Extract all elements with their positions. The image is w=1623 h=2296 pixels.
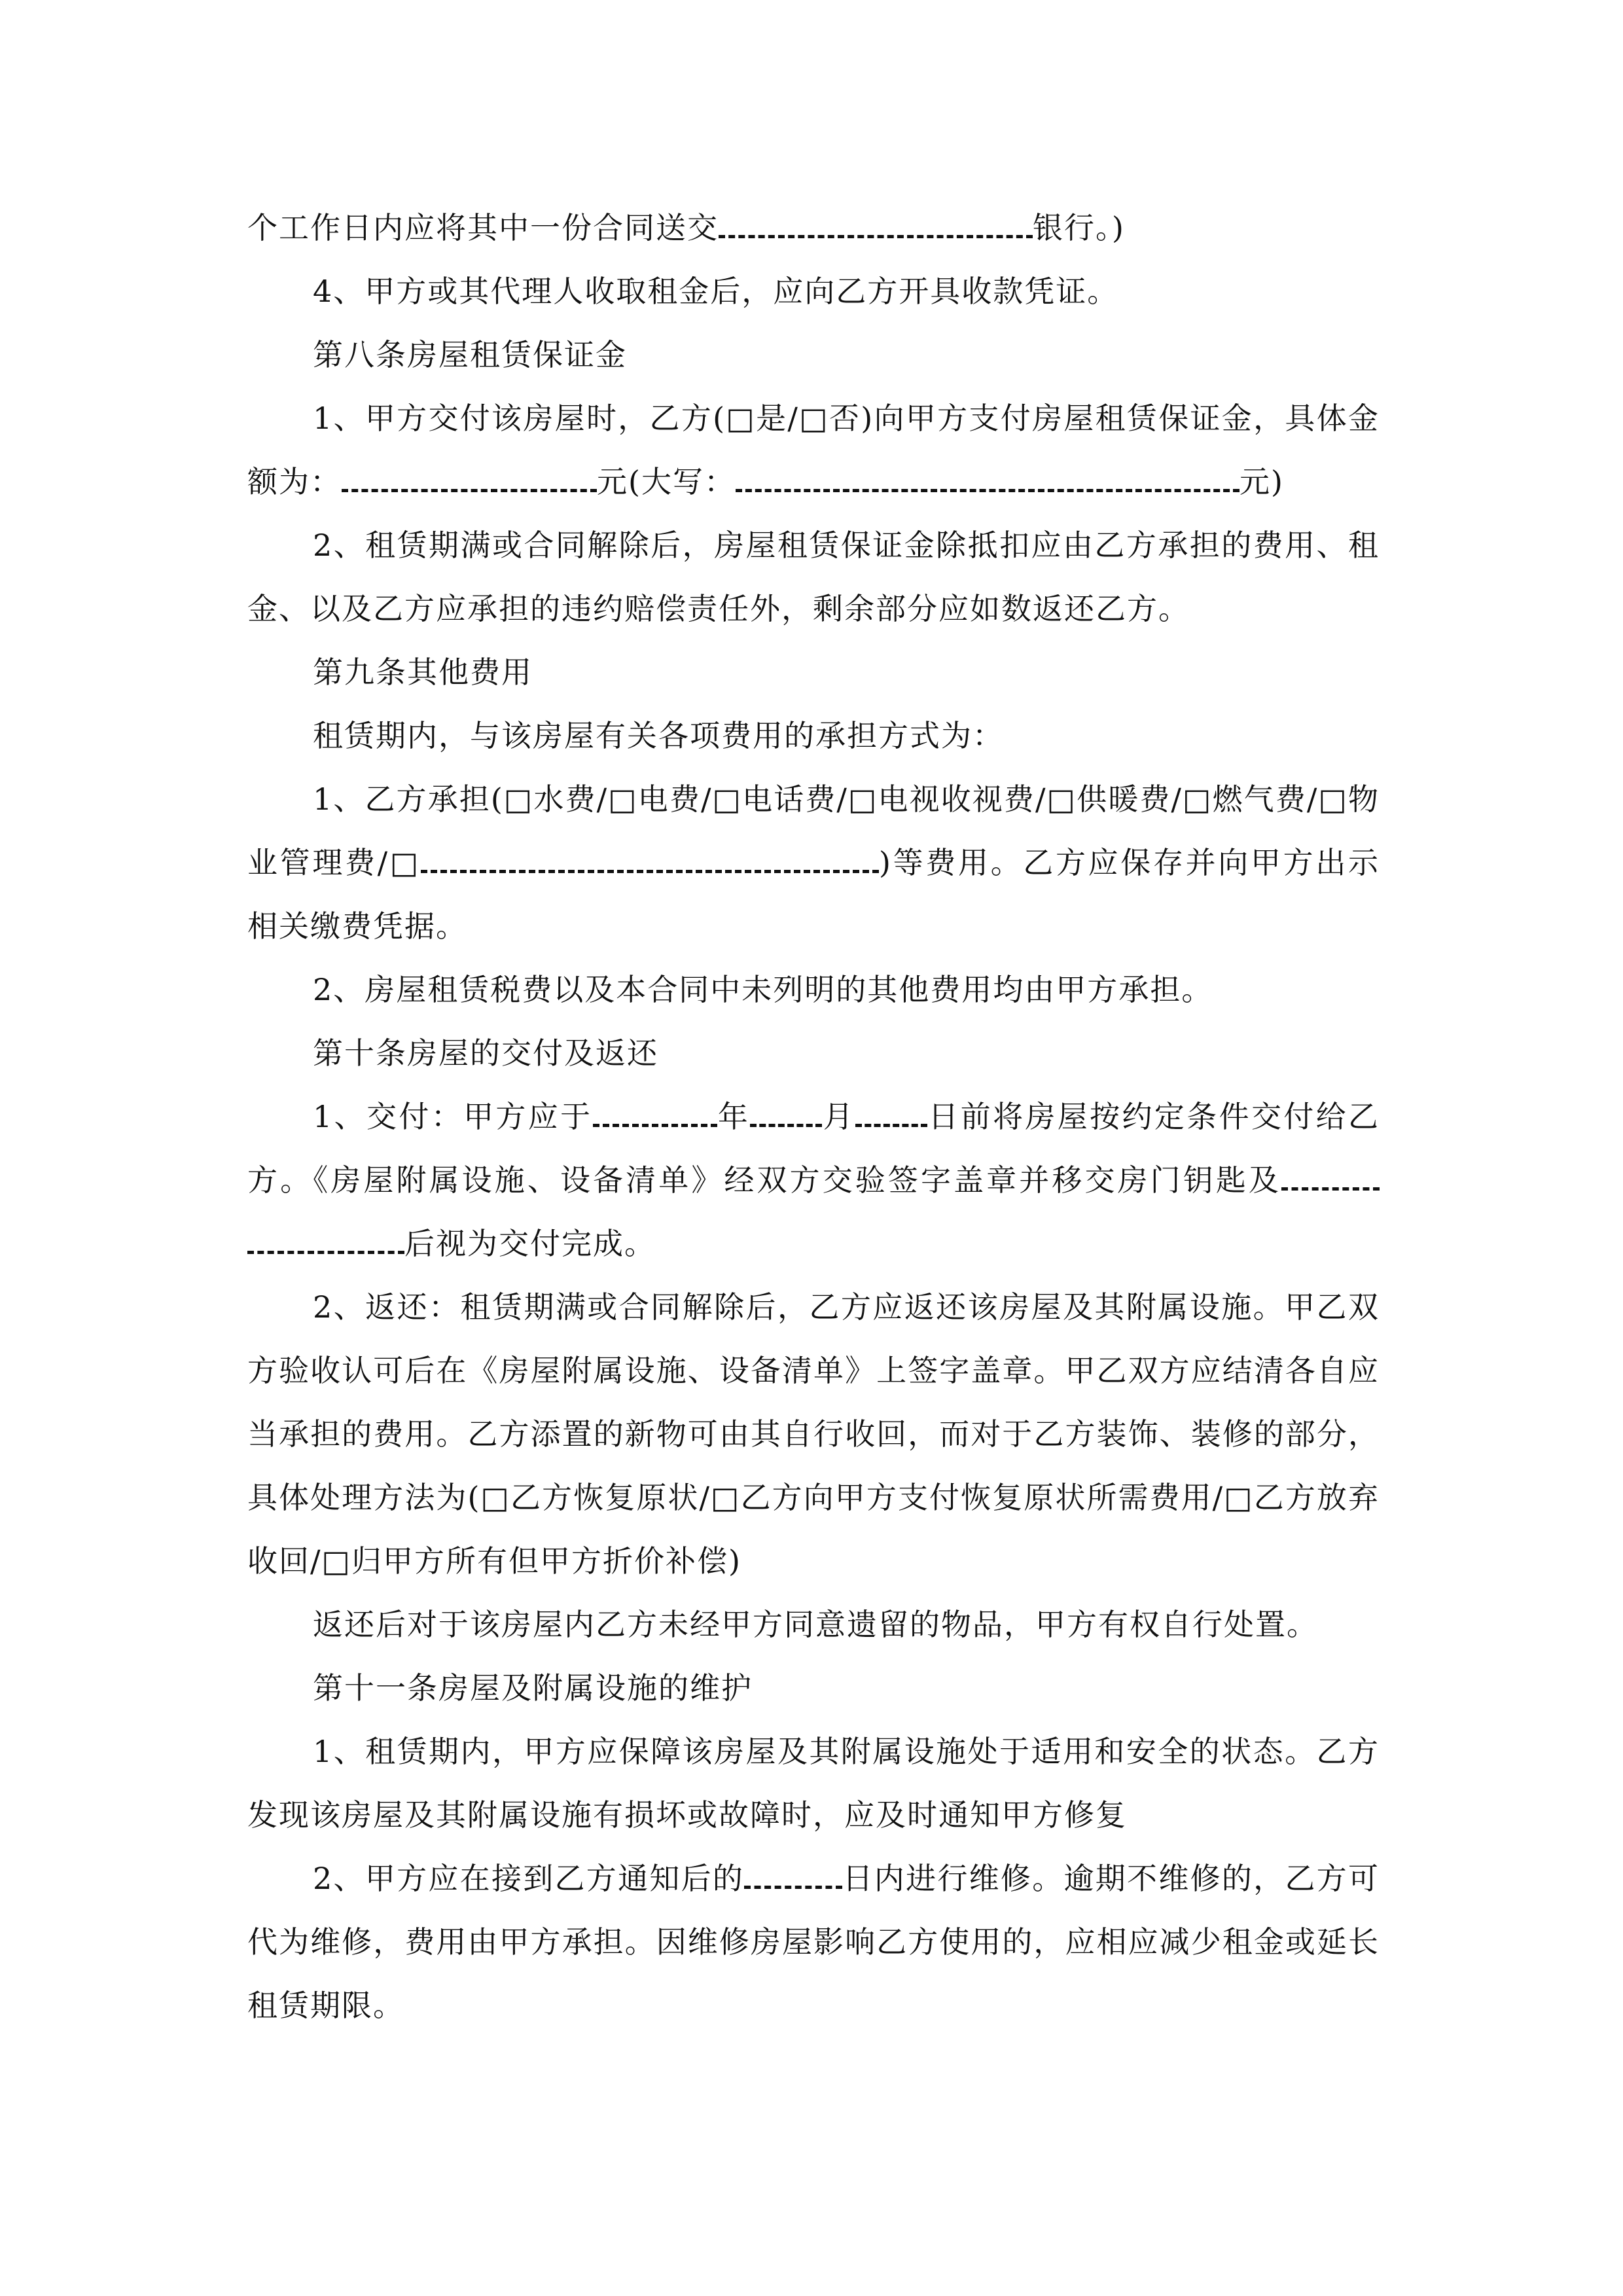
- paragraph-deposit-refund: 2、租赁期满或合同解除后，房屋租赁保证金除抵扣应由乙方承担的费用、租金、以及乙方应承担的违约赔偿责任外，剩余部分应如数返还乙方。: [247, 528, 1380, 626]
- heading-article-10: 第十条房屋的交付及返还: [313, 1035, 658, 1071]
- blank-bank-name[interactable]: [719, 213, 1033, 238]
- blank-deposit-amount-chinese[interactable]: [736, 467, 1240, 492]
- blank-deposit-amount[interactable]: [342, 467, 597, 492]
- heading-article-9: 第九条其他费用: [313, 655, 533, 690]
- heading-article-8: 第八条房屋租赁保证金: [313, 337, 627, 372]
- paragraph-leftover-items: 返还后对于该房屋内乙方未经甲方同意遗留的物品，甲方有权自行处置。: [313, 1607, 1318, 1642]
- paragraph-maintenance-duty: 1、租赁期内，甲方应保障该房屋及其附属设施处于适用和安全的状态。乙方发现该房屋及其附属设施有损坏或故障时，应及时通知甲方修复: [247, 1734, 1380, 1833]
- blank-repair-days[interactable]: [744, 1863, 842, 1889]
- heading-article-11: 第十一条房屋及附属设施的维护: [313, 1670, 753, 1706]
- paragraph-return: 2、返还：租赁期满或合同解除后，乙方应返还该房屋及其附属设施。甲乙双方验收认可后在《房屋附属设施、设备清单》上签字盖章。甲乙双方应结清各自应当承担的费用。乙方添置的新物可由其自行收回，而对于乙方装饰、装修的部分，具体处理方法为(□乙方恢复原状/□乙方向甲方支付恢复原状所需费用/□乙方放弃收回/□归甲方所有但甲方折价补偿): [247, 1289, 1380, 1579]
- blank-other-fees[interactable]: [421, 848, 879, 873]
- paragraph-fees-intro: 租赁期内，与该房屋有关各项费用的承担方式为：: [313, 718, 1004, 753]
- blank-delivery-items-2[interactable]: [247, 1229, 404, 1254]
- paragraph-repair-deadline: 2、甲方应在接到乙方通知后的 日内进行维修。逾期不维修的，乙方可代为维修，费用由甲方承担。因维修房屋影响乙方使用的，应相应减少租金或延长租赁期限。: [247, 1861, 1380, 2023]
- blank-delivery-year[interactable]: [593, 1102, 717, 1127]
- paragraph-deposit-amount: 1、甲方交付该房屋时，乙方(□是/□否)向甲方支付房屋租赁保证金，具体金额为： 元(大写： 元): [247, 401, 1380, 499]
- paragraph-delivery: 1、交付：甲方应于 年 月 日前将房屋按约定条件交付给乙方。《房屋附属设施、设备清单》经双方交验签字盖章并移交房门钥匙及后视为交付完成。: [247, 1099, 1380, 1261]
- contract-body: [247, 196, 1380, 2037]
- blank-delivery-items-1[interactable]: [1281, 1165, 1380, 1191]
- blank-delivery-month[interactable]: [750, 1102, 822, 1127]
- blank-delivery-day[interactable]: [855, 1102, 927, 1127]
- paragraph-bank-delivery: 个工作日内应将其中一份合同送交 银行。): [247, 210, 1125, 245]
- paragraph-tenant-fees: 1、乙方承担(□水费/□电费/□电话费/□电视收视费/□供暖费/□燃气费/□物业管理费/□ )等费用。乙方应保存并向甲方出示相关缴费凭据。: [247, 781, 1380, 944]
- paragraph-landlord-fees: 2、房屋租赁税费以及本合同中未列明的其他费用均由甲方承担。: [313, 972, 1213, 1007]
- paragraph-receipt: 4、甲方或其代理人收取租金后，应向乙方开具收款凭证。: [313, 274, 1119, 309]
